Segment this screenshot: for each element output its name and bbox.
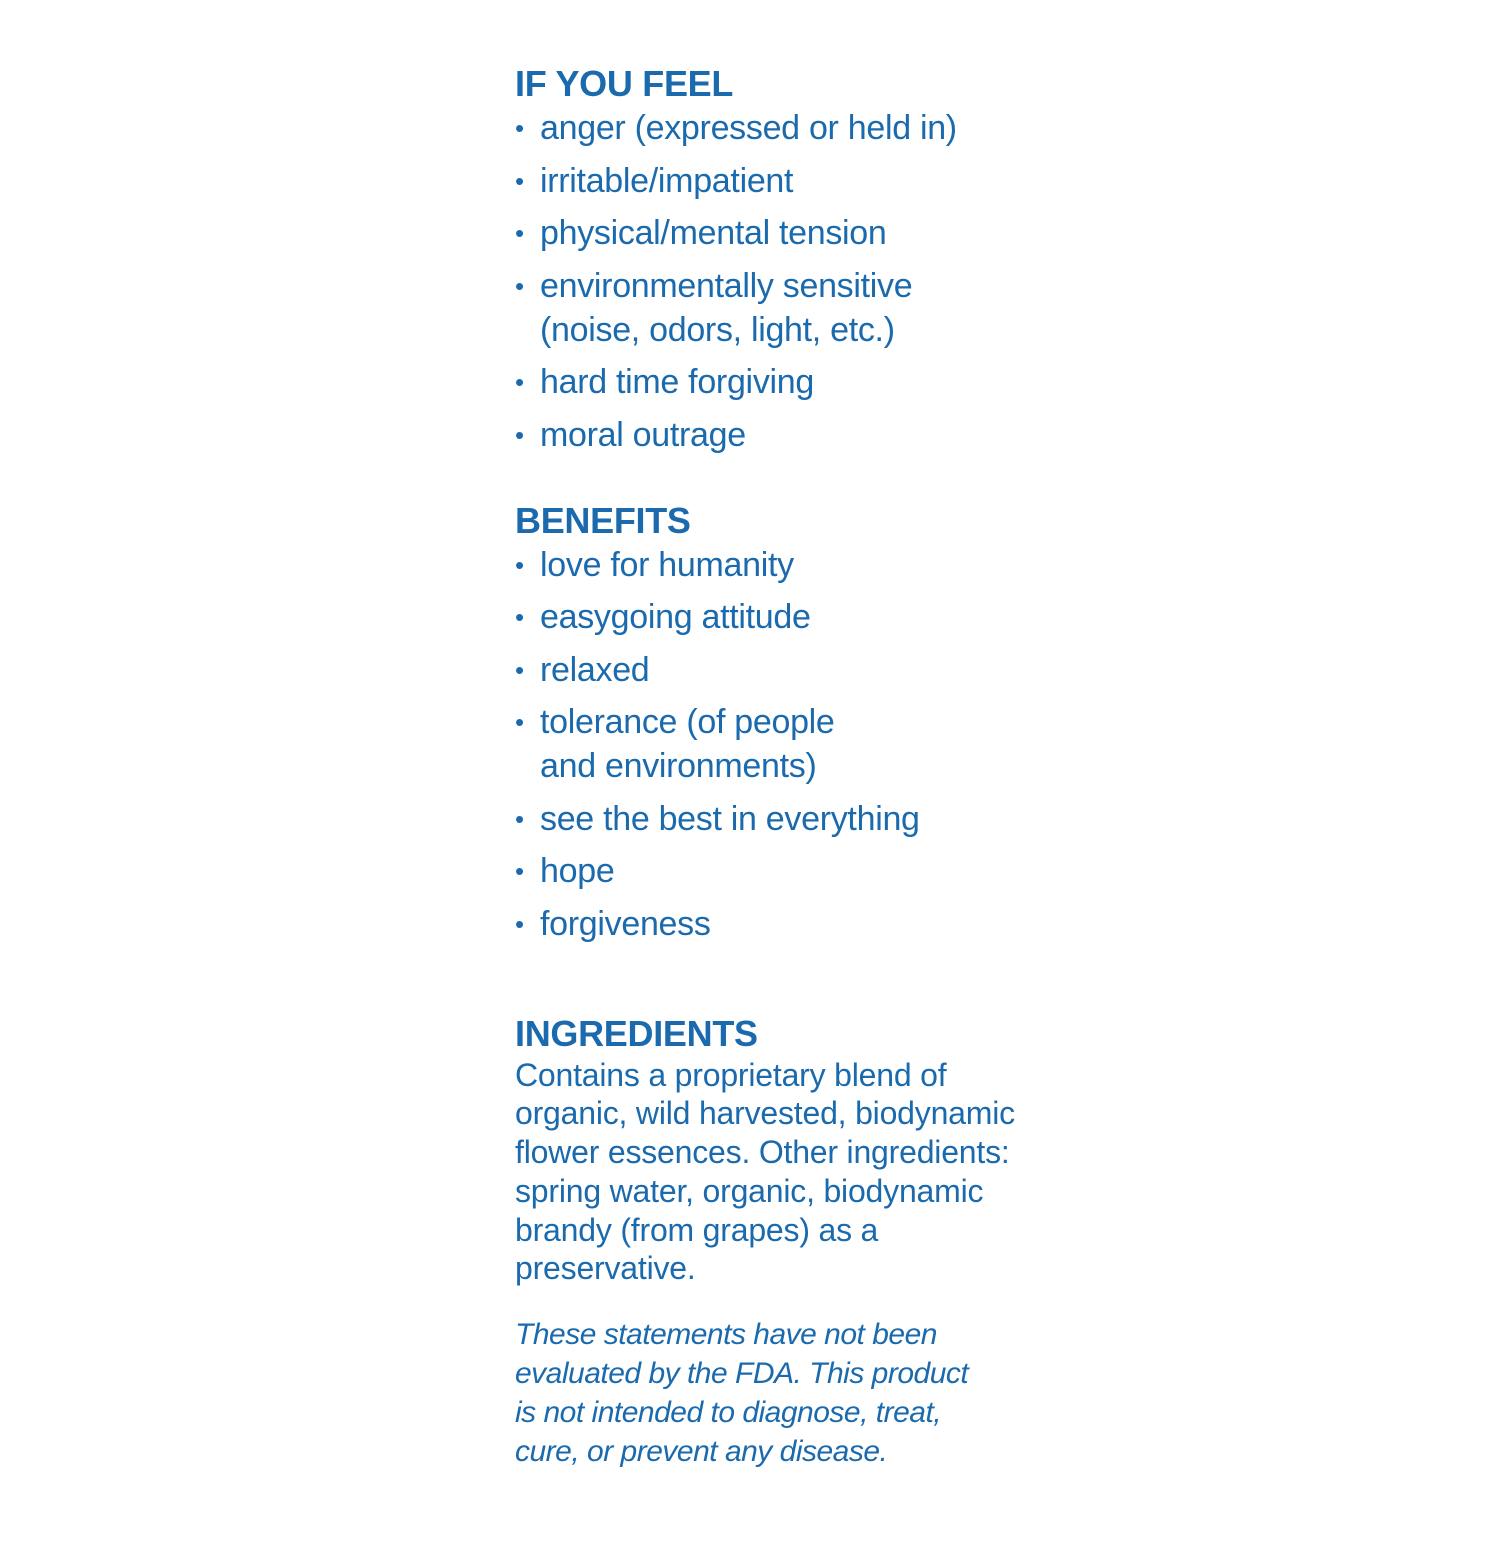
list-item: • forgiveness (515, 902, 1035, 946)
product-info-panel (515, 62, 1035, 1471)
if-you-feel-section (515, 62, 1035, 457)
ingredients-section (515, 1012, 1035, 1472)
bullet-icon: • (515, 419, 524, 450)
list-item: • hope (515, 849, 1035, 893)
bullet-icon: • (515, 218, 524, 248)
bullet-icon: • (515, 367, 524, 397)
bullet-icon: • (515, 908, 524, 939)
bullet-icon: • (515, 270, 524, 301)
bullet-icon: • (515, 549, 524, 580)
list-item: • see the best in everything (515, 797, 1035, 841)
benefits-list (515, 543, 1035, 946)
bullet-icon: • (515, 165, 524, 196)
ingredients-heading: INGREDIENTS (515, 1012, 758, 1054)
list-item: • physical/mental tension (515, 211, 1035, 255)
if-you-feel-list (515, 106, 1035, 457)
list-item: • environmentally sensitive (noise, odors, light, etc.) (515, 264, 960, 352)
benefits-heading: BENEFITS (515, 499, 691, 541)
ingredients-text: Contains a proprietary blend of organic, wild harvested, biodynamic flower essences. Other ingredients: spring water, organic, biodynamic brandy (from grapes) as a preservative. (515, 1056, 1015, 1287)
list-item: • hard time forgiving (515, 360, 1035, 404)
list-item: • relaxed (515, 648, 1035, 692)
fda-disclaimer: These statements have not been evaluated by the FDA. This product is not intended to diagnose, treat, cure, or prevent any disease. (515, 1318, 969, 1468)
if-you-feel-heading: IF YOU FEEL (515, 63, 734, 104)
list-item: • moral outrage (515, 413, 1035, 457)
list-item: • anger (expressed or held in) (515, 106, 1035, 150)
bullet-icon: • (515, 602, 524, 632)
bullet-icon: • (515, 654, 524, 685)
bullet-icon: • (515, 803, 524, 834)
list-item: • tolerance (of people and environments) (515, 700, 870, 788)
bullet-icon: • (515, 113, 524, 143)
list-item: • easygoing attitude (515, 595, 1035, 639)
bullet-icon: • (515, 707, 524, 737)
bullet-icon: • (515, 856, 524, 886)
benefits-section (515, 499, 1035, 946)
list-item: • love for humanity (515, 543, 1035, 587)
list-item: • irritable/impatient (515, 159, 1035, 203)
